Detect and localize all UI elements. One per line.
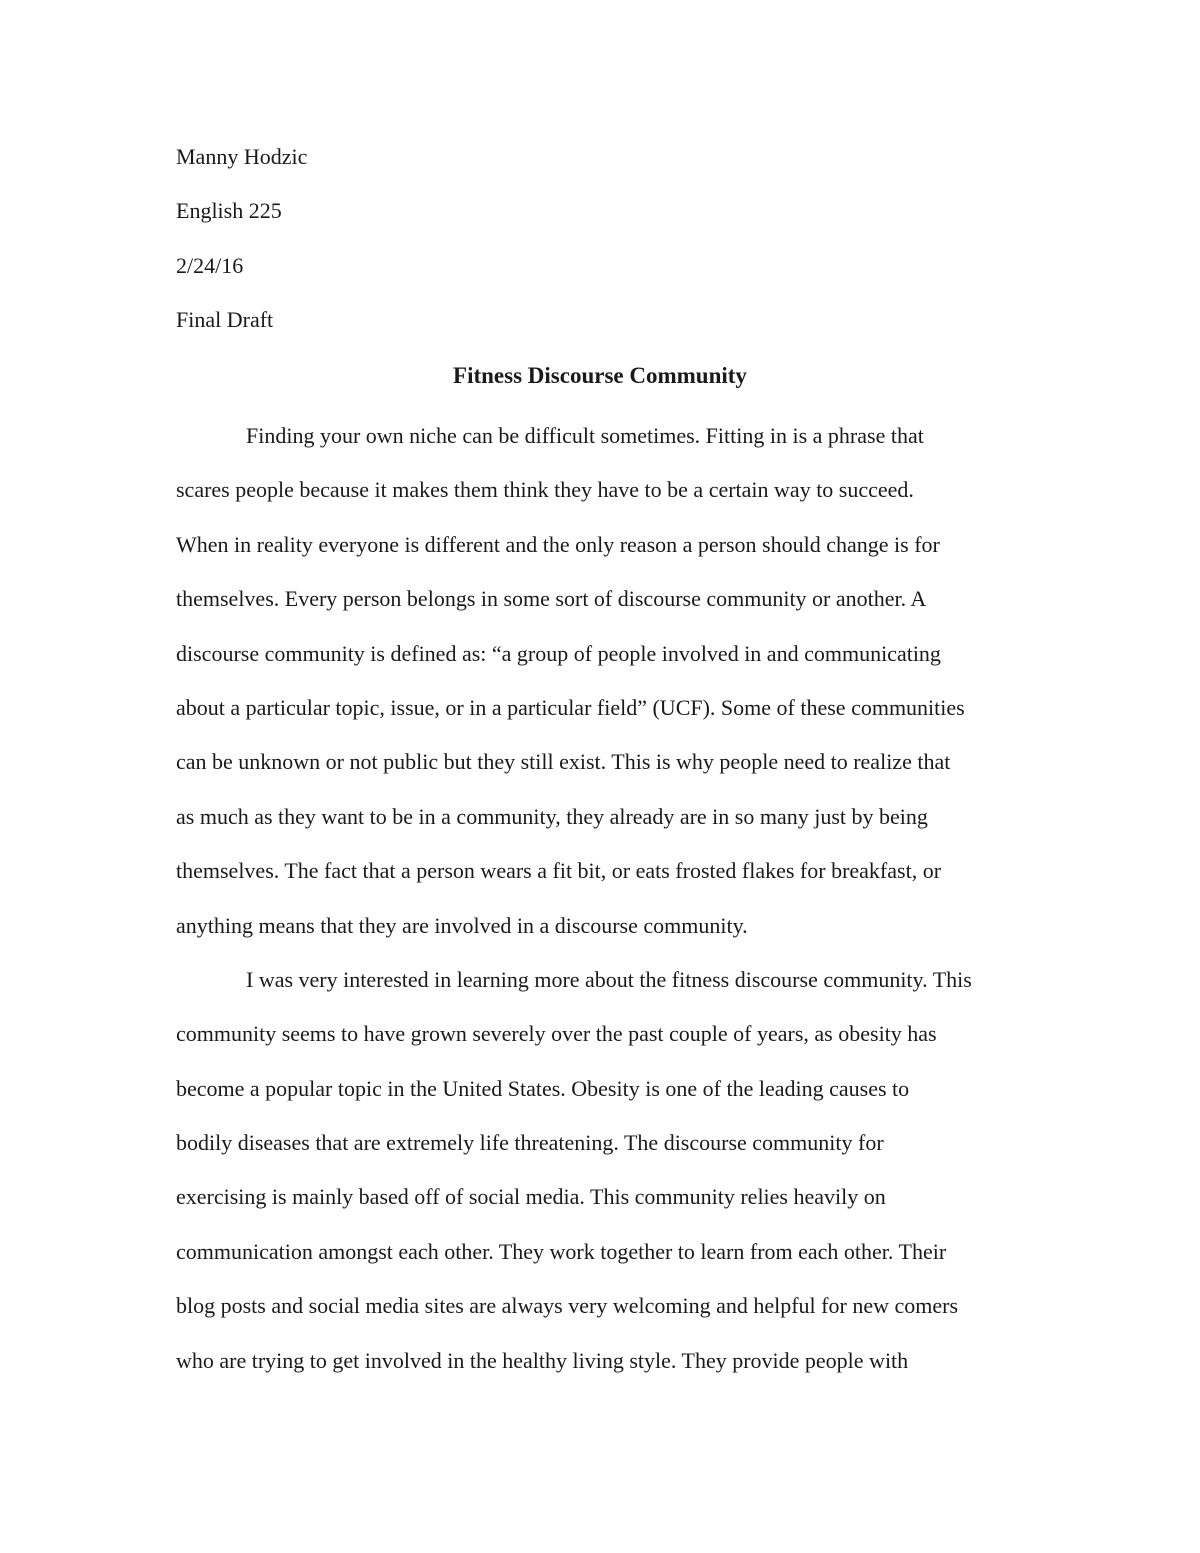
text-line: themselves. The fact that a person wears a fit bit, or eats frosted flakes for breakfast, or bbox=[176, 858, 942, 884]
course-name: English 225 bbox=[176, 198, 282, 224]
text-line: When in reality everyone is different and the only reason a person should change is for bbox=[176, 531, 940, 557]
header-block bbox=[176, 130, 1024, 348]
text-line: community seems to have grown severely over the past couple of years, as obesity has bbox=[176, 1021, 937, 1047]
author-name: Manny Hodzic bbox=[176, 144, 308, 169]
text-line: exercising is mainly based off of social media. This community relies heavily on bbox=[176, 1184, 886, 1210]
text-line: scares people because it makes them think they have to be a certain way to succeed. bbox=[176, 477, 914, 503]
text-line: themselves. Every person belongs in some sort of discourse community or another. A bbox=[176, 586, 927, 612]
text-line: anything means that they are involved in a discourse community. bbox=[176, 912, 748, 938]
draft-label: Final Draft bbox=[176, 307, 274, 333]
text-line: bodily diseases that are extremely life threatening. The discourse community for bbox=[176, 1130, 884, 1156]
text-line: I was very interested in learning more about the fitness discourse community. This bbox=[246, 966, 972, 992]
date: 2/24/16 bbox=[176, 252, 244, 278]
text-line: become a popular topic in the United States. Obesity is one of the leading causes to bbox=[176, 1075, 910, 1101]
text-line: who are trying to get involved in the healthy living style. They provide people with bbox=[176, 1347, 909, 1373]
document-title: Fitness Discourse Community bbox=[453, 363, 747, 388]
body-text bbox=[176, 409, 1024, 1388]
text-line: can be unknown or not public but they still exist. This is why people need to realize that bbox=[176, 749, 951, 775]
text-line: communication amongst each other. They work together to learn from each other. Their bbox=[176, 1238, 947, 1264]
text-line: about a particular topic, issue, or in a particular field” (UCF). Some of these communities bbox=[176, 694, 965, 720]
text-line: blog posts and social media sites are always very welcoming and helpful for new comers bbox=[176, 1293, 958, 1319]
text-line: Finding your own niche can be difficult sometimes. Fitting in is a phrase that bbox=[246, 423, 924, 448]
text-line: discourse community is defined as: “a group of people involved in and communicating bbox=[176, 640, 941, 666]
text-line: as much as they want to be in a community, they already are in so many just by being bbox=[176, 803, 928, 829]
